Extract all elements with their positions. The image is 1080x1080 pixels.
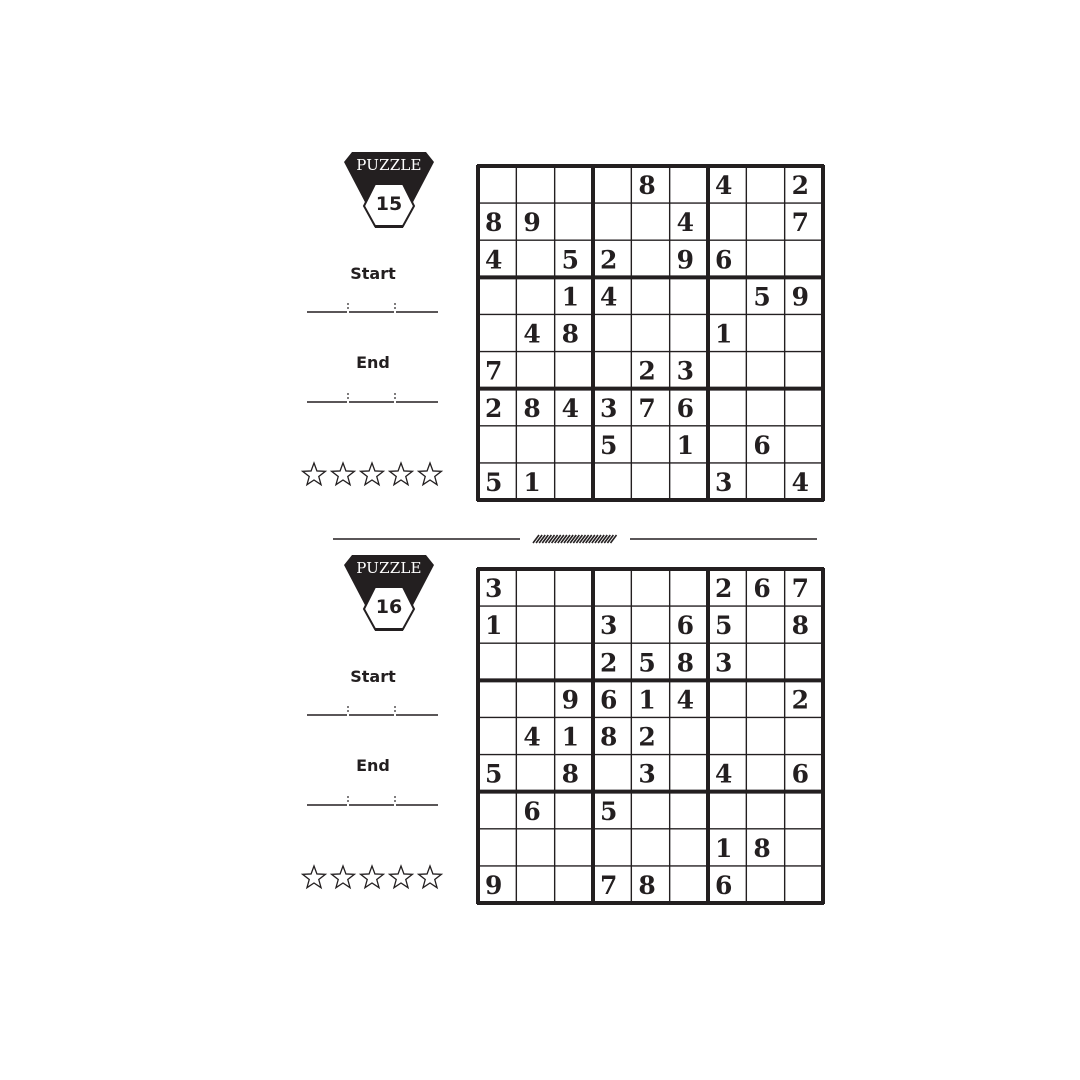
sudoku-cell[interactable] [593,606,631,643]
given-digit: 8 [523,393,541,423]
given-digit: 3 [485,574,503,604]
sudoku-cell[interactable] [708,352,746,389]
star-outline-icon[interactable] [303,463,326,485]
given-digit: 8 [791,611,810,641]
sudoku-cell[interactable] [708,866,746,903]
sudoku-cell[interactable] [631,717,669,754]
start-label: Start [350,264,396,283]
given-digit: 8 [485,208,503,238]
hatched-divider-icon [333,532,817,546]
given-digit: 6 [791,759,810,789]
sudoku-cell[interactable] [516,643,554,680]
sudoku-cell[interactable] [708,569,746,606]
sudoku-cell[interactable] [516,680,554,717]
sudoku-cell[interactable] [631,755,669,792]
sudoku-cell[interactable] [670,240,708,277]
sudoku-cell[interactable] [478,240,516,277]
given-digit: 6 [523,796,541,826]
puzzle-number: 15 [375,193,403,215]
star-outline-icon[interactable] [390,866,413,888]
sudoku-cell[interactable] [670,866,708,903]
sudoku-grid[interactable] [476,567,825,905]
start-time-field[interactable] [307,703,438,717]
given-digit: 9 [791,282,810,312]
star-rating[interactable] [300,460,445,488]
sudoku-cell[interactable] [478,463,516,500]
sudoku-cell[interactable] [746,680,784,717]
puzzle-block-16 [0,553,1080,898]
given-digit: 6 [676,393,695,423]
sudoku-cell[interactable] [478,755,516,792]
sudoku-cell[interactable] [631,352,669,389]
sudoku-cell[interactable] [516,866,554,903]
given-digit: 2 [791,685,810,715]
given-digit: 3 [638,759,656,789]
given-digit: 1 [561,282,580,312]
sudoku-cell[interactable] [555,792,593,829]
sudoku-cell[interactable] [516,463,554,500]
puzzle-badge-label: PUZZLE [356,559,422,577]
sudoku-cell[interactable] [631,314,669,351]
end-time-field[interactable] [307,793,438,807]
given-digit: 2 [715,574,733,604]
sudoku-cell[interactable] [631,203,669,240]
given-digit: 5 [638,648,656,678]
sudoku-cell[interactable] [708,426,746,463]
given-digit: 8 [753,833,771,863]
sudoku-grid[interactable] [476,164,825,502]
given-digit: 3 [600,393,618,423]
sudoku-cell[interactable] [708,792,746,829]
sudoku-cell[interactable] [631,866,669,903]
sudoku-cell[interactable] [593,829,631,866]
star-outline-icon[interactable] [361,463,384,485]
sudoku-cell[interactable] [708,314,746,351]
given-digit: 5 [561,245,580,275]
sudoku-cell[interactable] [746,389,784,426]
sudoku-cell[interactable] [785,717,823,754]
puzzle-number: 16 [375,596,403,618]
given-digit: 9 [523,208,541,238]
given-digit: 1 [638,685,656,715]
given-digit: 8 [561,319,580,349]
sudoku-cell[interactable] [708,463,746,500]
sudoku-cell[interactable] [785,166,823,203]
sudoku-cell[interactable] [670,606,708,643]
sudoku-cell[interactable] [670,755,708,792]
end-label: End [356,353,390,372]
sudoku-cell[interactable] [785,203,823,240]
sudoku-cell[interactable] [631,166,669,203]
given-digit: 5 [753,282,771,312]
given-digit: 7 [791,208,810,238]
given-digit: 6 [715,871,733,900]
given-digit: 1 [523,468,541,497]
given-digit: 4 [676,208,695,238]
sudoku-cell[interactable] [555,389,593,426]
sudoku-cell[interactable] [516,240,554,277]
sudoku-cell[interactable] [631,792,669,829]
given-digit: 7 [791,574,810,604]
sudoku-cell[interactable] [593,755,631,792]
given-digit: 4 [715,759,733,789]
sudoku-cell[interactable] [746,569,784,606]
sudoku-cell[interactable] [555,717,593,754]
sudoku-cell[interactable] [478,643,516,680]
star-outline-icon[interactable] [419,866,442,888]
sudoku-cell[interactable] [555,277,593,314]
sudoku-cell[interactable] [593,463,631,500]
sudoku-cell[interactable] [670,166,708,203]
sudoku-cell[interactable] [631,680,669,717]
sudoku-cell[interactable] [785,389,823,426]
star-rating[interactable] [300,863,445,891]
star-outline-icon[interactable] [361,866,384,888]
sudoku-cell[interactable] [593,866,631,903]
sudoku-cell[interactable] [708,277,746,314]
puzzle-badge-label: PUZZLE [356,156,422,174]
sudoku-cell[interactable] [631,829,669,866]
given-digit: 8 [561,759,580,789]
sudoku-cell[interactable] [785,829,823,866]
star-outline-icon[interactable] [390,463,413,485]
sudoku-cell[interactable] [785,755,823,792]
end-time-field[interactable] [307,390,438,404]
given-digit: 5 [600,796,618,826]
given-digit: 5 [600,430,618,460]
sudoku-cell[interactable] [785,792,823,829]
star-outline-icon[interactable] [303,866,326,888]
given-digit: 1 [676,430,695,460]
sudoku-cell[interactable] [516,606,554,643]
star-outline-icon[interactable] [332,463,355,485]
sudoku-cell[interactable] [670,426,708,463]
given-digit: 1 [485,611,503,641]
sudoku-cell[interactable] [555,569,593,606]
given-digit: 6 [600,685,618,715]
given-digit: 5 [485,468,503,497]
sudoku-cell[interactable] [516,166,554,203]
sudoku-cell[interactable] [516,389,554,426]
puzzle-badge [343,553,435,633]
sudoku-cell[interactable] [708,643,746,680]
sudoku-cell[interactable] [670,829,708,866]
end-label: End [356,756,390,775]
sudoku-cell[interactable] [593,352,631,389]
sudoku-cell[interactable] [708,240,746,277]
sudoku-cell[interactable] [478,203,516,240]
sudoku-cell[interactable] [593,426,631,463]
given-digit: 2 [638,722,656,752]
start-time-field[interactable] [307,300,438,314]
sudoku-cell[interactable] [746,240,784,277]
sudoku-cell[interactable] [516,829,554,866]
given-digit: 3 [715,648,733,678]
given-digit: 4 [715,171,733,201]
sudoku-cell[interactable] [631,426,669,463]
sudoku-cell[interactable] [478,569,516,606]
sudoku-cell[interactable] [555,680,593,717]
given-digit: 7 [600,871,618,900]
given-digit: 2 [485,393,503,423]
given-digit: 6 [676,611,695,641]
sudoku-cell[interactable] [516,792,554,829]
sudoku-cell[interactable] [593,792,631,829]
given-digit: 3 [676,356,695,386]
sudoku-cell[interactable] [785,866,823,903]
given-digit: 8 [638,871,656,900]
given-digit: 6 [753,574,771,604]
sudoku-cell[interactable] [516,426,554,463]
sudoku-cell[interactable] [631,463,669,500]
sudoku-cell[interactable] [708,717,746,754]
sudoku-cell[interactable] [785,680,823,717]
star-outline-icon[interactable] [419,463,442,485]
sudoku-cell[interactable] [708,755,746,792]
given-digit: 4 [523,319,541,349]
given-digit: 1 [715,833,733,863]
sudoku-cell[interactable] [746,352,784,389]
sudoku-cell[interactable] [478,606,516,643]
sudoku-cell[interactable] [746,203,784,240]
sudoku-cell[interactable] [516,314,554,351]
sudoku-cell[interactable] [555,240,593,277]
given-digit: 4 [791,468,810,497]
given-digit: 4 [600,282,618,312]
sudoku-cell[interactable] [785,643,823,680]
given-digit: 5 [715,611,733,641]
sudoku-cell[interactable] [708,203,746,240]
sudoku-cell[interactable] [631,389,669,426]
sudoku-cell[interactable] [670,717,708,754]
sudoku-cell[interactable] [708,166,746,203]
sudoku-cell[interactable] [555,426,593,463]
sudoku-cell[interactable] [670,643,708,680]
sudoku-cell[interactable] [516,277,554,314]
sudoku-cell[interactable] [555,314,593,351]
puzzle-badge [343,150,435,230]
sudoku-cell[interactable] [746,463,784,500]
given-digit: 4 [676,685,695,715]
given-digit: 7 [485,356,503,386]
sudoku-cell[interactable] [478,829,516,866]
sudoku-cell[interactable] [746,717,784,754]
sudoku-cell[interactable] [746,643,784,680]
sudoku-cell[interactable] [593,569,631,606]
given-digit: 4 [523,722,541,752]
sudoku-cell[interactable] [516,352,554,389]
sudoku-cell[interactable] [555,463,593,500]
sudoku-cell[interactable] [555,606,593,643]
sudoku-cell[interactable] [708,606,746,643]
sudoku-cell[interactable] [785,606,823,643]
sudoku-cell[interactable] [708,389,746,426]
given-digit: 9 [485,871,503,900]
sudoku-cell[interactable] [708,680,746,717]
given-digit: 4 [485,245,503,275]
sudoku-cell[interactable] [478,792,516,829]
sudoku-cell[interactable] [708,829,746,866]
sudoku-cell[interactable] [555,203,593,240]
sudoku-cell[interactable] [478,717,516,754]
given-digit: 2 [791,171,810,201]
given-digit: 8 [600,722,618,752]
sudoku-cell[interactable] [478,352,516,389]
sudoku-cell[interactable] [478,166,516,203]
sudoku-cell[interactable] [593,166,631,203]
sudoku-cell[interactable] [670,680,708,717]
sudoku-cell[interactable] [670,389,708,426]
sudoku-cell[interactable] [670,314,708,351]
sudoku-cell[interactable] [746,829,784,866]
sudoku-cell[interactable] [746,866,784,903]
sudoku-cell[interactable] [516,755,554,792]
given-digit: 5 [485,759,503,789]
sudoku-cell[interactable] [478,277,516,314]
sudoku-cell[interactable] [785,314,823,351]
sudoku-cell[interactable] [555,866,593,903]
sudoku-cell[interactable] [478,389,516,426]
sudoku-cell[interactable] [746,606,784,643]
given-digit: 7 [638,393,656,423]
sudoku-cell[interactable] [785,426,823,463]
sudoku-cell[interactable] [593,389,631,426]
sudoku-cell[interactable] [593,203,631,240]
given-digit: 2 [600,245,618,275]
sudoku-cell[interactable] [555,166,593,203]
sudoku-cell[interactable] [631,569,669,606]
start-label: Start [350,667,396,686]
given-digit: 9 [561,685,580,715]
sudoku-cell[interactable] [746,426,784,463]
sudoku-cell[interactable] [631,606,669,643]
sudoku-cell[interactable] [555,755,593,792]
sudoku-cell[interactable] [785,463,823,500]
sudoku-cell[interactable] [670,792,708,829]
sudoku-cell[interactable] [478,314,516,351]
sudoku-cell[interactable] [670,352,708,389]
puzzle-block-15 [0,150,1080,495]
sudoku-cell[interactable] [516,717,554,754]
given-digit: 2 [638,356,656,386]
sudoku-cell[interactable] [593,717,631,754]
sudoku-cell[interactable] [555,829,593,866]
given-digit: 6 [715,245,733,275]
sudoku-cell[interactable] [746,314,784,351]
sudoku-cell[interactable] [631,643,669,680]
sudoku-cell[interactable] [785,240,823,277]
given-digit: 1 [561,722,580,752]
sudoku-cell[interactable] [670,569,708,606]
sudoku-cell[interactable] [593,240,631,277]
sudoku-cell[interactable] [478,866,516,903]
given-digit: 9 [676,245,695,275]
sudoku-cell[interactable] [670,277,708,314]
sudoku-cell[interactable] [478,426,516,463]
given-digit: 8 [638,171,656,201]
sudoku-cell[interactable] [785,277,823,314]
sudoku-cell[interactable] [516,203,554,240]
star-outline-icon[interactable] [332,866,355,888]
sudoku-cell[interactable] [555,643,593,680]
given-digit: 1 [715,319,733,349]
sudoku-cell[interactable] [593,643,631,680]
sudoku-cell[interactable] [593,277,631,314]
sudoku-cell[interactable] [478,680,516,717]
sudoku-cell[interactable] [785,352,823,389]
given-digit: 2 [600,648,618,678]
given-digit: 6 [753,430,771,460]
sudoku-cell[interactable] [746,277,784,314]
sudoku-cell[interactable] [670,463,708,500]
given-digit: 3 [715,468,733,497]
sudoku-cell[interactable] [746,166,784,203]
sudoku-cell[interactable] [746,755,784,792]
given-digit: 4 [561,393,580,423]
sudoku-cell[interactable] [516,569,554,606]
given-digit: 8 [676,648,695,678]
sudoku-cell[interactable] [593,680,631,717]
sudoku-cell[interactable] [746,792,784,829]
sudoku-cell[interactable] [670,203,708,240]
given-digit: 3 [600,611,618,641]
sudoku-cell[interactable] [785,569,823,606]
sudoku-cell[interactable] [555,352,593,389]
sudoku-cell[interactable] [593,314,631,351]
sudoku-cell[interactable] [631,277,669,314]
sudoku-cell[interactable] [631,240,669,277]
